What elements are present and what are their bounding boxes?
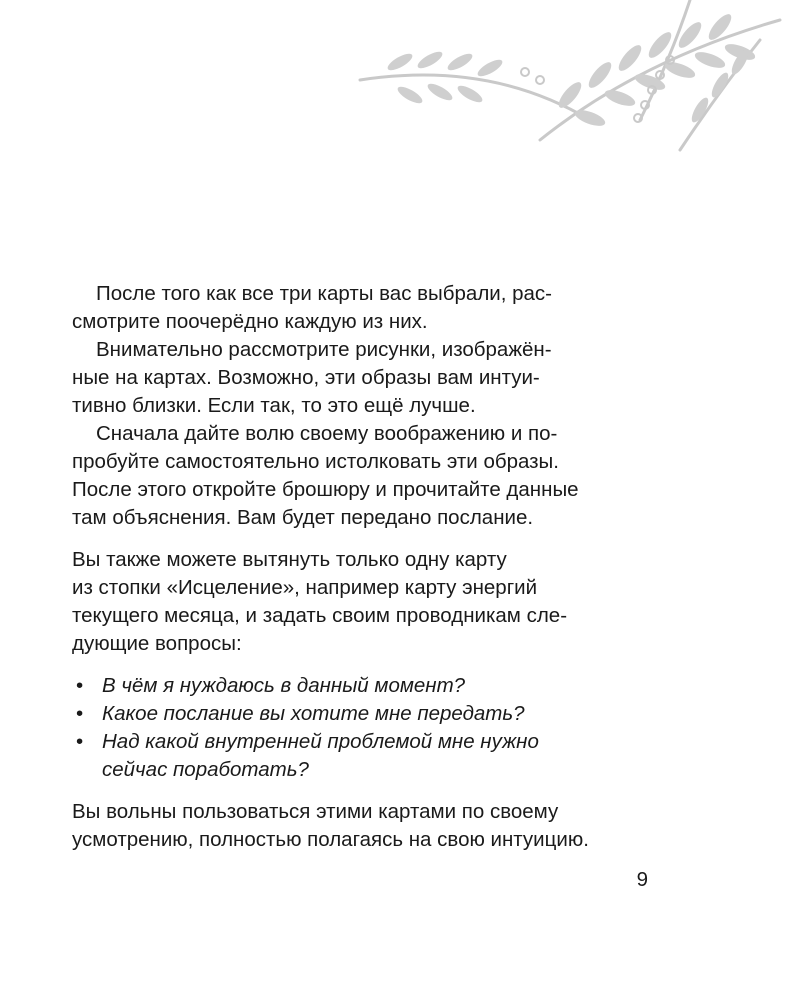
paragraph: Внимательно рассмотрите рисунки, изображён- ные на картах. Возможно, эти образы вам интуи- тивно близки. Если так, то это ещё лучше. — [72, 338, 552, 417]
page-number: 9 — [636, 868, 648, 891]
bullet-icon: • — [76, 730, 84, 753]
bullet-icon: • — [76, 674, 84, 697]
paragraph: После того как все три карты вас выбрали, рас- смотрите поочерёдно каждую из них. — [72, 282, 553, 333]
paragraph: Вы также можете вытянуть только одну карту из стопки «Исцеление», например карту энергий текущего месяца, и задать своим проводникам сле- дующие вопросы: — [72, 548, 568, 655]
list-item: • Над какой внутренней проблемой мне нужно сейчас поработать? — [76, 730, 539, 781]
fern-branches-icon — [340, 0, 800, 160]
question-list — [72, 672, 648, 784]
page-body — [72, 280, 648, 854]
paragraph: Вы вольны пользоваться этими картами по своему усмотрению, полностью полагаясь на свою интуицию. — [72, 800, 589, 851]
list-item: • В чём я нуждаюсь в данный момент? — [72, 672, 648, 700]
bullet-icon: • — [76, 702, 84, 725]
paragraph: Сначала дайте волю своему воображению и по- пробуйте самостоятельно истолковать эти образы. После этого откройте брошюру и прочитайте данные там объяснения. Вам будет передано послание. — [72, 422, 579, 529]
list-item: • Какое послание вы хотите мне передать? — [72, 700, 648, 728]
